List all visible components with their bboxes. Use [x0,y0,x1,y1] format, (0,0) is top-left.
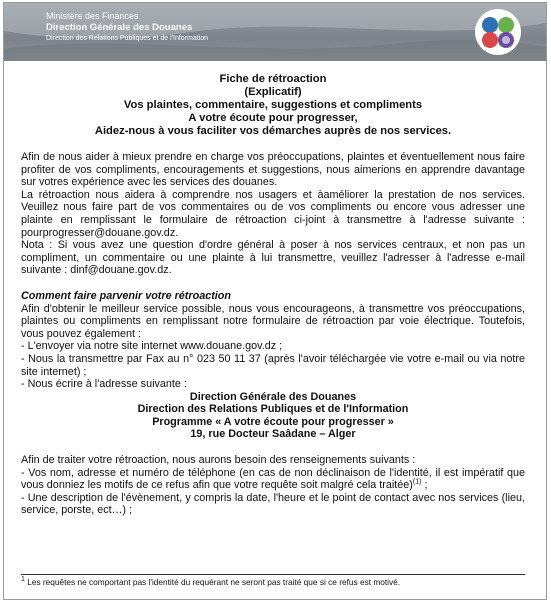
section-bullet-3: - Nous écrire à l'adresse suivante : [21,378,187,391]
needs-bullet-1-text: - Vos nom, adresse et numéro de téléphone (en cas de non déclinaison de l'identité, il est impératif que vous donniez les motifs de ce refus afin que votre requête soit malgré cela traitée) [21,466,525,492]
intro-paragraph-1: Afin de nous aider à mieux prendre en charge vos préoccupations, plaintes et éventuellement nous faire profiter de vos compliments, encouragements et suggestions, nous aimerions en apprendre davantage sur votres expérience avec les services des douanes. [21,151,525,189]
ministry-name: Ministère des Finances [46,11,139,21]
address-line-4: 19, rue Docteur Saâdane – Alger [190,428,356,441]
section-bullet-2: - Nous la transmettre par Fax au n° 023 50 11 37 (après l'avoir téléchargée vie votre e-mail ou via notre site internet) ; [21,352,525,378]
document-title [21,73,525,138]
title-line-1: Fiche de rétroaction [219,73,327,85]
footnote-mark: 1 [21,576,25,584]
document-page [3,2,547,600]
footnote-text: Les requêtes ne comportant pas l'identité du requérant ne seront pas traité que si ce refus est motivé. [24,577,401,587]
document-body [21,73,525,517]
header-banner [4,3,546,61]
needs-intro: Afin de traiter votre rétroaction, nous aurons besoin des renseignements suivants : [21,454,416,467]
address-line-2: Direction des Relations Publiques et de l'Information [137,403,409,416]
direction-name: Direction Générale des Douanes [46,22,193,33]
needs-bullet-1-end: ; [421,479,428,492]
intro-note: Nota : Si vous avez une question d'ordre général à poser à nos services centraux, et non pas un compliment, un commentaire ou une plainte à lui transmettre, veuillez l'adresser à l'adresse e-mail suivante : dinf@douane.gov.dz. [21,239,525,277]
section-heading: Comment faire parvenir votre rétroaction [21,289,231,302]
section-paragraph: Afin d'obtenir le meilleur service possible, nous vous encourageons, à transmettre vos préoccupations, plaintes ou compliments en remplissant notre formulaire de rétroaction par voie électrique. Toutefois, vous pouvez également : [21,302,525,340]
title-line-2: (Explicatif) [244,86,302,98]
intro-paragraph-2: La rétroaction nous aidera à comprendre nos usagers et àaméliorer la prestation de nos services. Veuillez nous faire part de vos commentaires ou de vos compliments ou encore vous adresser une plainte en remplissant le formulaire de rétroaction ci-joint à transmettre à l'adresse suivante : pourprogresser@douane.gov.dz. [21,188,525,239]
title-line-3: Vos plaintes, commentaire, suggestions et compliments [123,99,423,111]
postal-address [21,391,525,441]
title-line-4: A votre écoute pour progresser, [188,112,358,124]
needs-bullet-2: - Une description de l'évènement, y compris la date, l'heure et le point de contact avec nos services (lieu, service, porste, ect…) ; [21,491,525,517]
address-line-1: Direction Générale des Douanes [189,390,357,403]
address-line-3: Programme « A votre écoute pour progresser » [152,415,394,428]
footnote [21,574,525,587]
footnote-reference: (1) [412,478,422,486]
header-text [46,11,208,43]
title-line-5: Aidez-nous à vous faciliter vos démarches auprès de nos services. [94,125,452,137]
sub-direction-name: Direction des Relations Publiques et de l'Information [46,35,209,42]
customs-logo [472,8,524,56]
needs-bullet-1 [21,467,525,492]
section-bullet-1: - L'envoyer via notre site internet www.douane.gov.dz ; [21,340,283,353]
